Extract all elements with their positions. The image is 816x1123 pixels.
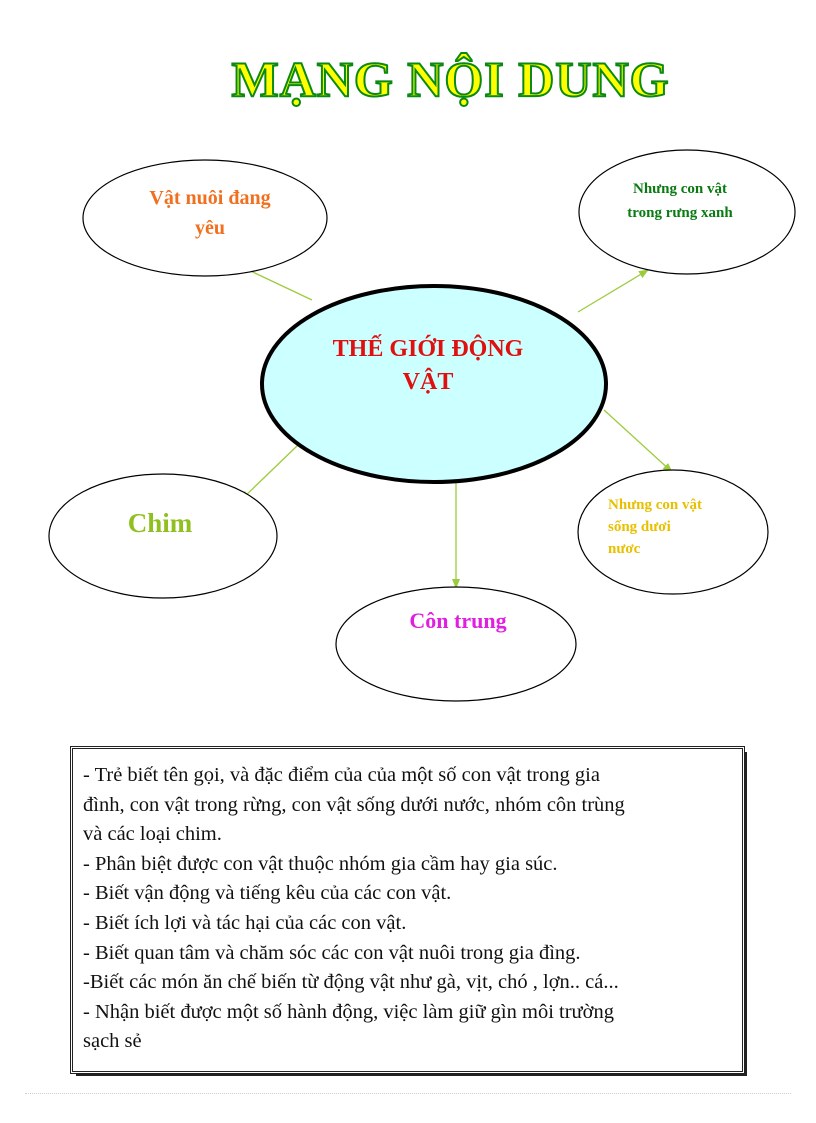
arrow-to-forest: [578, 270, 648, 312]
objective-line: - Biết vận động và tiếng kêu của các con vật.: [83, 882, 452, 905]
pets-node-label: Vật nuôi đang yêu: [149, 187, 271, 239]
insect-node-label: Côn trung: [409, 608, 507, 633]
objective-line: -Biết các món ăn chế biến từ động vật như gà, vịt, chó , lợn.. cá...: [83, 971, 619, 994]
objective-line: và các loại chim.: [83, 823, 222, 846]
objectives-box: [70, 746, 745, 1074]
bird-node-label: Chim: [127, 508, 193, 538]
forest-node-label: Nhưng con vật trong rưng xanh: [627, 181, 733, 221]
objective-line: - Biết quan tâm và chăm sóc các con vật nuôi trong gia đìng.: [83, 941, 581, 964]
objective-line: - Biết ích lợi và tác hại của các con vật.: [83, 911, 407, 934]
objective-line: sạch sẻ: [83, 1030, 142, 1053]
objective-line: - Nhận biết được một số hành động, việc làm giữ gìn môi trường: [83, 1000, 614, 1023]
page-divider: [25, 1093, 791, 1094]
arrow-to-bird: [241, 445, 298, 500]
objective-line: - Trẻ biết tên gọi, và đặc điểm của của một số con vật trong gia: [83, 764, 600, 786]
water-node-label: Nhưng con vật sống dươi nươc: [608, 497, 703, 557]
page-title: MẠNG NỘI DUNG: [231, 51, 670, 107]
node-insect: [336, 587, 576, 701]
center-node-label: THẾ GIỚI ĐỘNG VẬT: [332, 336, 524, 395]
arrow-to-water: [604, 410, 672, 472]
objective-line: - Phân biệt được con vật thuộc nhóm gia cầm hay gia súc.: [83, 852, 558, 875]
objective-line: đình, con vật trong rừng, con vật sống dưới nước, nhóm côn trùng: [83, 793, 625, 816]
